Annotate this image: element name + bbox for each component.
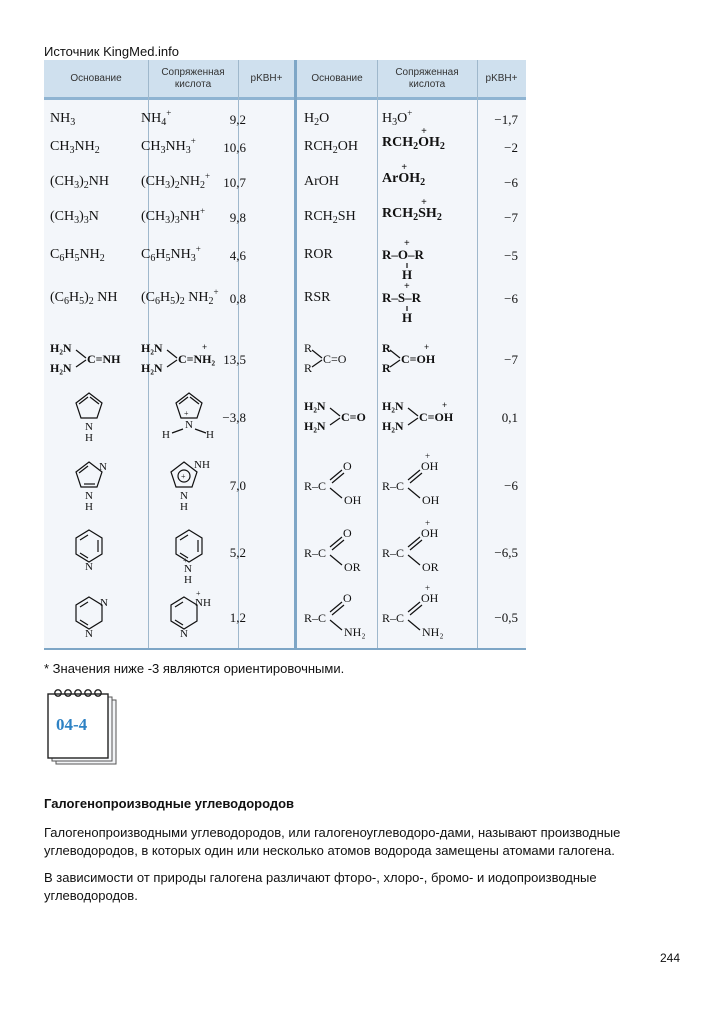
svg-text:+: + [425, 518, 431, 528]
svg-text:OH: OH [421, 459, 439, 473]
svg-text:N: N [85, 561, 93, 573]
formula-dimethylamine: $(CH_3)_2NH$ [50, 174, 110, 191]
svg-text:R–O–R: R–O–R [382, 247, 424, 262]
svg-text:OR: OR [422, 560, 439, 574]
pk-left-value: 7,0 [229, 478, 246, 493]
imidazole-structure [76, 461, 107, 513]
pk-right-value: −6 [504, 175, 518, 190]
svg-text:+: + [425, 583, 431, 593]
svg-text:R–S–R: R–S–R [382, 290, 422, 305]
formula-water: $H_2O$ [304, 111, 330, 128]
header-base-left: Основание [70, 72, 122, 84]
protonated-acid-structure [382, 451, 440, 507]
formula-dimethylammonium: $(CH_3)_2NH_2^+$ [141, 171, 211, 191]
svg-text:R–C: R–C [382, 546, 405, 560]
svg-text:N: N [180, 490, 188, 502]
protonated-ketone-structure [382, 341, 436, 375]
pk-right-value: −6 [504, 478, 518, 493]
svg-text:OH: OH [421, 591, 439, 605]
svg-text:H: H [206, 429, 214, 441]
header-acid-left: Сопряженная кислота [161, 66, 225, 90]
pk-left-value: 13,5 [223, 352, 246, 367]
svg-text:H: H [180, 501, 188, 513]
pyridinium-structure [176, 530, 202, 586]
formula-protonated-thiol: $RCH_2S$ + $H_2$ [382, 197, 442, 223]
svg-text:N: N [85, 490, 93, 502]
svg-text:R: R [382, 361, 391, 375]
pk-right-value: 0,1 [501, 410, 518, 425]
svg-text:+: + [425, 451, 431, 461]
ester-structure [304, 526, 361, 574]
imidazolium-structure [171, 459, 210, 513]
formula-trimethylammonium: $(CH_3)_3NH^+$ [141, 206, 206, 226]
svg-text:NH₂: NH₂ [344, 625, 366, 639]
svg-text:+: + [404, 281, 410, 292]
svg-text:O: O [343, 591, 352, 605]
pyrrolium-structure [162, 393, 214, 441]
svg-text:O: O [343, 526, 352, 540]
urea-structure [304, 399, 366, 433]
svg-text:H₂N: H₂N [382, 419, 404, 433]
svg-text:C=O: C=O [341, 410, 366, 424]
formula-aniline: $C_6H_5NH_2$ [50, 247, 105, 264]
svg-text:H₂N: H₂N [50, 361, 72, 375]
pk-left-value: 0,8 [229, 291, 246, 306]
svg-text:R–C: R–C [304, 479, 327, 493]
pk-right-value: −6,5 [494, 545, 518, 560]
formula-phenol: ArOH [304, 174, 339, 189]
svg-text:NH: NH [194, 459, 210, 471]
svg-text:N: N [185, 419, 193, 431]
svg-text:+: + [442, 400, 448, 410]
pyrimidinium-structure [171, 589, 211, 640]
formula-diphenylammonium: $(C_6H_5)_2$ $NH_2^+$ [141, 287, 219, 307]
formula-trimethylamine: $(CH_3)_3N$ [50, 209, 99, 226]
svg-text:OH: OH [421, 526, 439, 540]
formula-sulfide: RSR [304, 290, 331, 305]
svg-text:+: + [183, 556, 188, 565]
svg-text:R: R [382, 341, 391, 355]
svg-text:N: N [85, 628, 93, 640]
header-pk-right: pK BH+ [485, 72, 518, 84]
svg-text:N: N [99, 461, 107, 473]
source-label: Источник KingMed.info [44, 44, 179, 59]
svg-text:+: + [202, 342, 208, 352]
formula-thiol: $RCH_2SH$ [304, 209, 356, 226]
pk-right-value: −2 [504, 140, 518, 155]
protonated-sulfide-structure [382, 281, 422, 325]
amide-structure [304, 591, 366, 639]
svg-text:N: N [184, 563, 192, 575]
pk-left-value: 1,2 [229, 610, 246, 625]
pk-left-value: 9,8 [229, 210, 246, 225]
svg-text:C=OH: C=OH [419, 410, 454, 424]
svg-text:O: O [343, 459, 352, 473]
svg-text:NH: NH [195, 597, 211, 609]
svg-text:R–C: R–C [304, 546, 327, 560]
svg-text:R: R [304, 341, 313, 355]
svg-text:H: H [184, 574, 192, 586]
svg-text:R–C: R–C [382, 611, 405, 625]
svg-text:H₂N: H₂N [382, 399, 404, 413]
formula-methylammonium: $CH_3NH_3^+$ [141, 136, 196, 156]
pyrrole-structure [76, 393, 102, 444]
pk-left-value: 10,7 [223, 175, 246, 190]
svg-text:C=OH: C=OH [401, 352, 436, 366]
svg-text:C=NH: C=NH [87, 352, 121, 366]
pka-table [44, 60, 526, 650]
svg-text:H₂N: H₂N [141, 341, 163, 355]
svg-text:N: N [180, 628, 188, 640]
svg-text:H: H [162, 429, 170, 441]
protonated-amide-structure [382, 583, 444, 639]
carboxylic-acid-structure [304, 459, 362, 507]
pk-right-value: −7 [504, 352, 518, 367]
svg-text:H: H [85, 432, 93, 444]
pk-left-value: 9,2 [229, 112, 246, 127]
svg-text:R–C: R–C [382, 479, 405, 493]
svg-text:N: N [85, 421, 93, 433]
pk-left-value: 10,6 [223, 140, 246, 155]
svg-text:OH: OH [422, 493, 440, 507]
pk-right-value: −7 [504, 210, 518, 225]
header-base-right: Основание [311, 72, 363, 84]
header-acid-right: Сопряженная кислота [395, 66, 459, 90]
protonated-ether-structure [382, 238, 425, 282]
svg-text:+: + [196, 589, 201, 598]
paragraph-definition: Галогенопроизводными углеводородов, или галогеноуглеводоро-дами, называют производные углеводородов, в которых один или несколько атомов водорода замещены атомами галогена. [44, 825, 621, 858]
svg-text:H₂N: H₂N [304, 419, 326, 433]
svg-text:OR: OR [344, 560, 361, 574]
paragraph-classification: В зависимости от природы галогена различают фторо-, хлоро-, бромо- и иодопроизводные углеводородов. [44, 870, 597, 903]
formula-hydronium: $H_3O^+$ [382, 108, 413, 128]
formula-ether: ROR [304, 247, 333, 262]
guanidine-structure [50, 341, 121, 375]
pk-left-value: 4,6 [229, 248, 246, 263]
svg-text:N: N [100, 597, 108, 609]
pk-left-value: 5,2 [229, 545, 246, 560]
formula-protonated-alcohol: $RCH_2O$ + $H_2$ [382, 126, 445, 152]
ketone-structure [304, 341, 347, 375]
svg-text:+: + [424, 342, 430, 352]
formula-diphenylamine: $(C_6H_5)_2$ NH [50, 290, 118, 307]
svg-text:H: H [402, 310, 413, 325]
formula-methylamine: $CH_3NH_2$ [50, 139, 100, 156]
svg-text:C=NH₂: C=NH₂ [178, 352, 216, 366]
pyridine-structure [76, 530, 102, 573]
pk-right-value: −1,7 [494, 112, 518, 127]
formula-nh4: $NH_4^+$ [141, 108, 172, 128]
badge-label: 04-4 [56, 715, 88, 734]
formula-nh3: $NH_3$ [50, 111, 76, 128]
svg-text:+: + [404, 238, 410, 249]
svg-text:OH: OH [344, 493, 362, 507]
svg-text:+: + [184, 409, 189, 418]
notebook-badge [46, 688, 120, 773]
svg-text:NH₂: NH₂ [422, 625, 444, 639]
svg-text:C=O: C=O [323, 352, 347, 366]
guanidinium-structure [141, 341, 216, 375]
svg-text:H: H [402, 267, 413, 282]
table-bottom-rule [44, 648, 526, 650]
page-number: 244 [660, 951, 681, 965]
pk-right-value: −6 [504, 291, 518, 306]
svg-text:H₂N: H₂N [50, 341, 72, 355]
protonated-ester-structure [382, 518, 439, 574]
svg-text:H₂N: H₂N [141, 361, 163, 375]
section-heading: Галогенопроизводные углеводородов [44, 796, 295, 811]
pk-right-value: −0,5 [494, 610, 518, 625]
pyrimidine-structure [76, 597, 108, 640]
protonated-urea-structure [382, 399, 454, 433]
formula-anilinium: $C_6H_5NH_3^+$ [141, 244, 201, 264]
svg-text:H: H [85, 501, 93, 513]
footnote: * Значения ниже -3 являются ориентировочными. [44, 661, 345, 676]
formula-alcohol: $RCH_2OH$ [304, 139, 359, 156]
svg-text:R: R [304, 361, 313, 375]
formula-protonated-phenol: ArO + $H_2$ [382, 162, 426, 188]
pk-left-value: −3,8 [222, 410, 246, 425]
svg-text:H₂N: H₂N [304, 399, 326, 413]
svg-text:R–C: R–C [304, 611, 327, 625]
pk-right-value: −5 [504, 248, 518, 263]
svg-text:+: + [181, 472, 186, 481]
header-pk-left: pK BH+ [250, 72, 283, 84]
structure-drawings [44, 60, 526, 650]
